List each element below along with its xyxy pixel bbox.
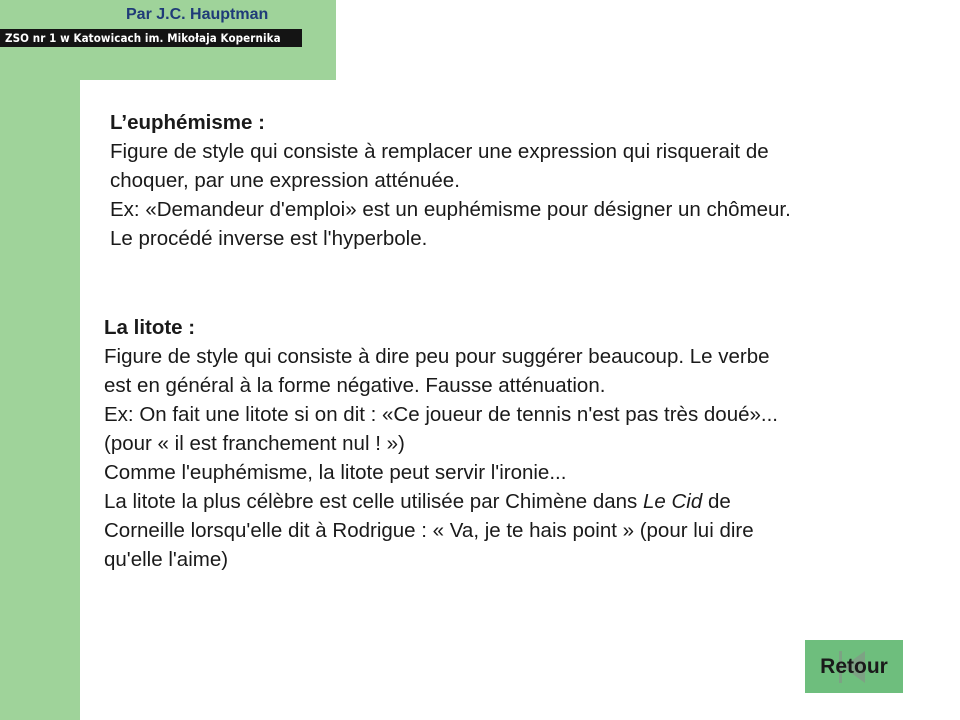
text-line-cid <box>104 487 924 516</box>
text-line: Ex: On fait une litote si on dit : «Ce joueur de tennis n'est pas très doué»... <box>104 403 778 426</box>
author-credit: Par J.C. Hauptman <box>126 6 269 23</box>
text-line: (pour « il est franchement nul ! ») <box>104 432 405 455</box>
text-segment: La litote la plus célèbre est celle utilisée par Chimène dans <box>104 490 643 513</box>
section-title: La litote : <box>104 316 196 339</box>
text-line: Figure de style qui consiste à dire peu pour suggérer beaucoup. Le verbe <box>104 345 770 368</box>
text-line: Comme l'euphémisme, la litote peut servir l'ironie... <box>104 461 567 484</box>
text-line: Le procédé inverse est l'hyperbole. <box>110 227 428 250</box>
back-button-label: Retour <box>820 655 888 678</box>
text-line: Figure de style qui consiste à remplacer une expression qui risquerait de <box>110 140 769 163</box>
text-line: Corneille lorsqu'elle dit à Rodrigue : « Va, je te hais point » (pour lui dire <box>104 519 754 542</box>
section-litote <box>104 313 924 574</box>
text-line: choquer, par une expression atténuée. <box>110 169 460 192</box>
text-line: est en général à la forme négative. Fausse atténuation. <box>104 374 606 397</box>
text-segment: de <box>702 490 731 513</box>
text-line: Ex: «Demandeur d'emploi» est un euphémisme pour désigner un chômeur. <box>110 198 791 221</box>
work-title: Le Cid <box>643 490 703 513</box>
section-title: L’euphémisme : <box>110 111 265 134</box>
text-line: qu'elle l'aime) <box>104 548 229 571</box>
section-euphemisme <box>110 108 930 253</box>
back-button[interactable] <box>805 640 903 693</box>
school-banner: ZSO nr 1 w Katowicach im. Mikołaja Kopernika <box>0 29 302 47</box>
left-green-band <box>0 0 80 720</box>
